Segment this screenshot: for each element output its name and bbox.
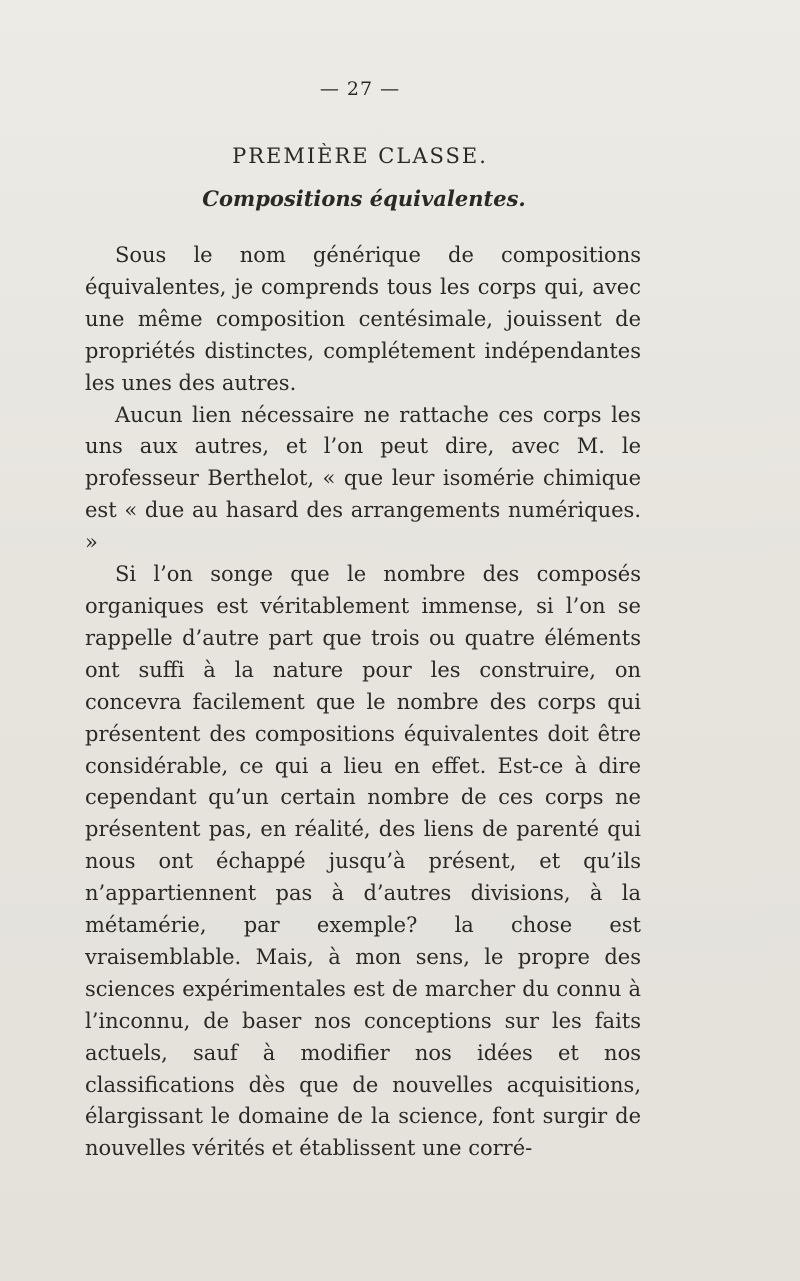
section-subtitle: Compositions équivalentes. (202, 186, 526, 211)
body-text (85, 240, 641, 1165)
page-number: — 27 — (319, 78, 401, 100)
section-title: PREMIÈRE CLASSE. (232, 144, 488, 168)
paragraph: Aucun lien nécessaire ne rattache ces corps les uns aux autres, et l’on peut dire, avec M. le professeur Berthelot, « que leur isomérie chimique est « due au hasard des arrangements numériques. » (85, 402, 641, 555)
paragraph: Sous le nom générique de compositions équivalentes, je comprends tous les corps qui, avec une même composition centésimale, jouissent de propriétés distinctes, complétement indépendantes les unes des autres. (85, 243, 641, 395)
paragraph: Si l’on songe que le nombre des composés organiques est véritablement immense, si l’on se rappelle d’autre part que trois ou quatre éléments ont suffi à la nature pour les construire, on concevra facilement que le nombre des corps qui présentent des compositions équivalentes doit être considérable, ce qui a lieu en effet. Est-ce à dire cependant qu’un certain nombre de ces corps ne présentent pas, en réalité, des liens de parenté qui nous ont échappé jusqu’à présent, et qu’ils n’appartiennent pas à d’autres divisions, à la métamérie, par exemple? la chose est vraisemblable. Mais, à mon sens, le propre des sciences expérimentales est de marcher du connu à l’inconnu, de baser nos conceptions sur les faits actuels, sauf à modifier nos idées et nos classifications dès que de nouvelles acquisitions, élargissant le domaine de la science, font surgir de nouvelles vérités et établissent une corré- (85, 562, 641, 1161)
